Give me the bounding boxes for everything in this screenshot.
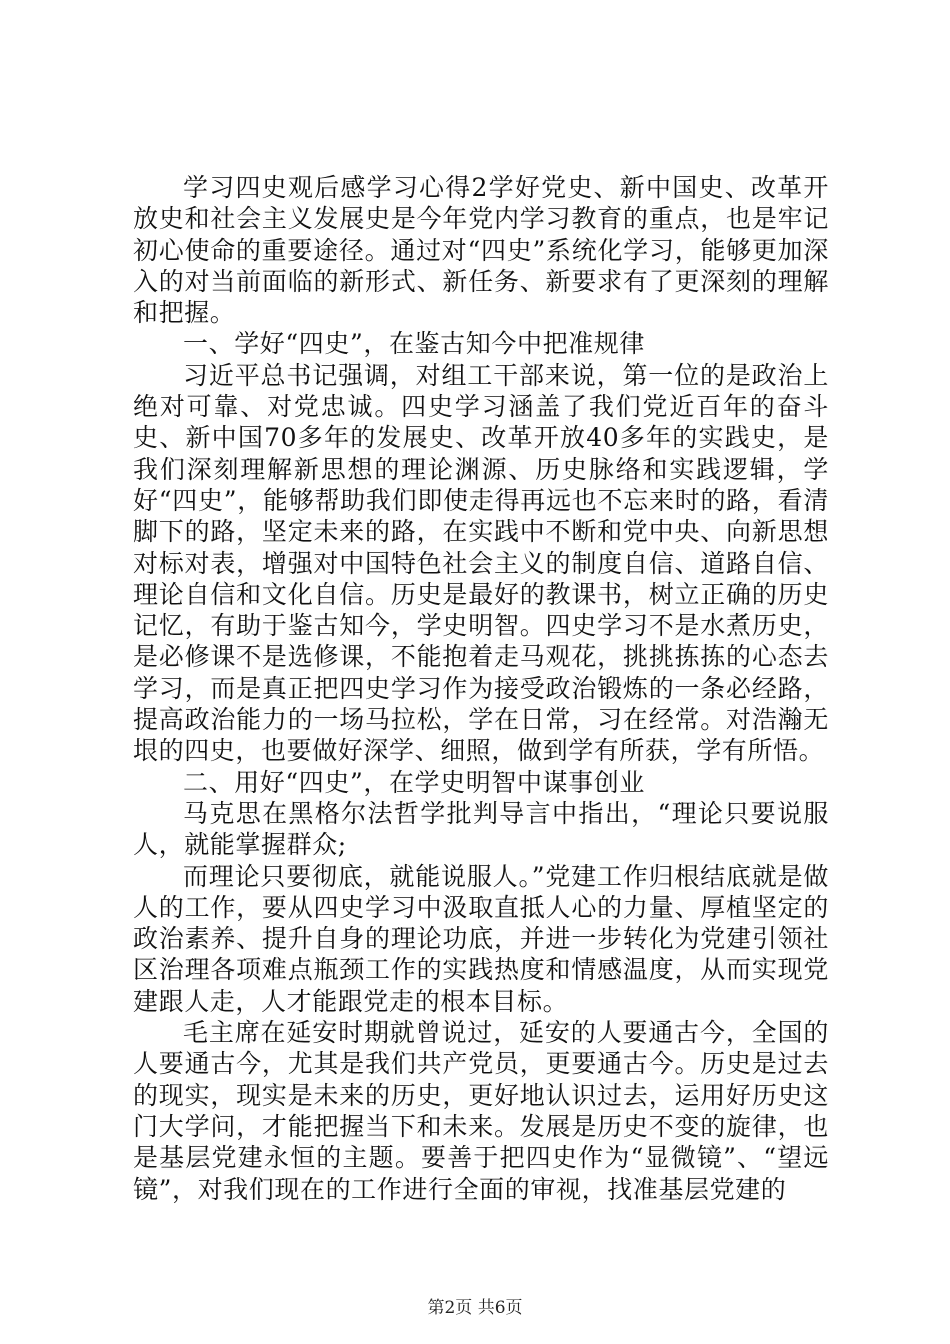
paragraph-section-1: 习近平总书记强调，对组工干部来说，第一位的是政治上绝对可靠、对党忠诚。四史学习涵盖了我们党近百年的奋斗史、新中国70多年的发展史、改革开放40多年的实践史，是我们深刻理解新思想的理论渊源、历史脉络和实践逻辑，学好“四史”，能够帮助我们即使走得再远也不忘来时的路，看清脚下的路，坚定未来的路，在实践中不断和党中央、向新思想对标对表，增强对中国特色社会主义的制度自信、道路自信、理论自信和文化自信。历史是最好的教课书，树立正确的历史记忆，有助于鉴古知今，学史明智。四史学习不是水煮历史，是必修课不是选修课，不能抱着走马观花，挑挑拣拣的心态去学习，而是真正把四史学习作为接受政治锻炼的一条必经路，提高政治能力的一场马拉松，学在日常，习在经常。对浩瀚无垠的四史，也要做好深学、细照，做到学有所获，学有所悟。 [133,360,829,766]
section-heading-1: 一、学好“四史”，在鉴古知今中把准规律 [183,329,645,359]
document-body [133,172,829,1205]
paragraph-history: 毛主席在延安时期就曾说过，延安的人要通古今，全国的人要通古今，尤其是我们共产党员，更要通古今。历史是过去的现实，现实是未来的历史，更好地认识过去，运用好历史这门大学问，才能把握当下和未来。发展是历史不变的旋律，也是基层党建永恒的主题。要善于把四史作为“显微镜”、“望远镜”，对我们现在的工作进行全面的审视，找准基层党建的 [133,1018,829,1204]
paragraph-intro: 学习四史观后感学习心得2学好党史、新中国史、改革开放史和社会主义发展史是今年党内学习教育的重点，也是牢记初心使命的重要途径。通过对“四史”系统化学习，能够更加深入的对当前面临的新形式、新任务、新要求有了更深刻的理解和把握。 [133,173,829,328]
page-number-footer: 第2页 共6页 [427,1298,523,1318]
paragraph-quote-end: 而理论只要彻底，就能说服人。”党建工作归根结底就是做人的工作，要从四史学习中汲取直抵人心的力量、厚植坚定的政治素养、提升自身的理论功底，并进一步转化为党建引领社区治理各项难点瓶颈工作的实践热度和情感温度，从而实现党建跟人走，人才能跟党走的根本目标。 [133,861,829,1016]
paragraph-quote-start: 马克思在黑格尔法哲学批判导言中指出，“理论只要说服人，就能掌握群众; [133,798,829,860]
section-heading-2: 二、用好“四史”，在学史明智中谋事创业 [183,767,645,797]
